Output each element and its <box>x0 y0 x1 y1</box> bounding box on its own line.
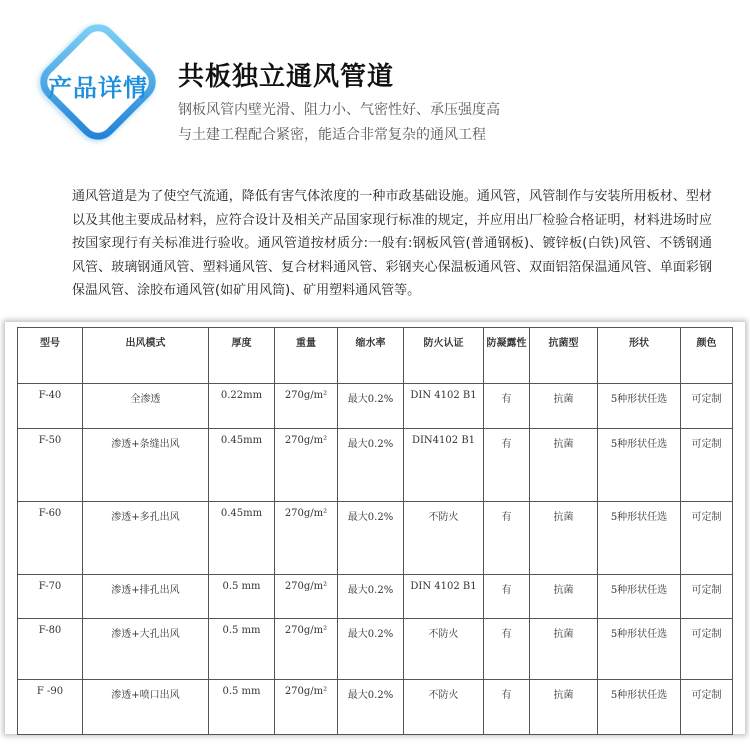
cell-air-mode: 渗透+喷口出风 <box>83 680 209 735</box>
table-row <box>18 502 733 575</box>
cell-antibacterial: 抗菌 <box>530 429 598 502</box>
table-row <box>18 429 733 502</box>
cell-color: 可定制 <box>681 575 733 619</box>
description-paragraph: 通风管道是为了使空气流通，降低有害气体浓度的一种市政基础设施。通风管，风管制作与安装所用板材、型材以及其他主要成品材料，应符合设计及相关产品国家现行标准的规定，并应用出厂检验合格证明，材料进场时应按国家现行有关标准进行验收。通风管道按材质分:一般有:钢板风管(普通钢板)、镀锌板(白铁)风管、不锈钢通风管、玻璃钢通风管、塑料通风管、复合材料通风管、彩钢夹心保温板通风管、双面铝箔保温通风管、单面彩钢保温风管、涂胶布通风管(如矿用风筒)、矿用塑料通风管等。 <box>72 189 712 298</box>
cell-shape: 5种形状任选 <box>598 502 681 575</box>
cell-shrinkage: 最大0.2% <box>338 429 404 502</box>
cell-fire-cert: 不防火 <box>404 619 484 680</box>
cell-thickness: 0.45mm <box>209 429 275 502</box>
cell-antibacterial: 抗菌 <box>530 502 598 575</box>
col-header-air-mode: 出风模式 <box>83 328 209 384</box>
col-header-color: 颜色 <box>681 328 733 384</box>
cell-anti-condensation: 有 <box>484 429 530 502</box>
cell-model: F-80 <box>18 619 83 680</box>
spec-table <box>17 327 733 735</box>
cell-air-mode: 全渗透 <box>83 384 209 429</box>
subtitle-line-2: 与土建工程配合紧密，能适合非常复杂的通风工程 <box>178 127 486 143</box>
cell-thickness: 0.22mm <box>209 384 275 429</box>
table-row <box>18 619 733 680</box>
cell-weight: 270g/m² <box>275 429 338 502</box>
col-header-shape: 形状 <box>598 328 681 384</box>
cell-air-mode: 渗透+多孔出风 <box>83 502 209 575</box>
cell-thickness: 0.5 mm <box>209 619 275 680</box>
subtitle-line-1: 钢板风管内壁光滑、阻力小、气密性好、承压强度高 <box>178 102 500 118</box>
cell-shrinkage: 最大0.2% <box>338 384 404 429</box>
cell-weight: 270g/m² <box>275 384 338 429</box>
cell-color: 可定制 <box>681 502 733 575</box>
spec-table-frame <box>5 322 745 734</box>
page-title: 共板独立通风管道 <box>178 62 395 92</box>
cell-weight: 270g/m² <box>275 575 338 619</box>
cell-model: F -90 <box>18 680 83 735</box>
cell-color: 可定制 <box>681 680 733 735</box>
cell-antibacterial: 抗菌 <box>530 619 598 680</box>
col-header-antibacterial: 抗菌型 <box>530 328 598 384</box>
cell-thickness: 0.5 mm <box>209 680 275 735</box>
cell-anti-condensation: 有 <box>484 384 530 429</box>
cell-shape: 5种形状任选 <box>598 575 681 619</box>
cell-color: 可定制 <box>681 429 733 502</box>
cell-shape: 5种形状任选 <box>598 429 681 502</box>
cell-anti-condensation: 有 <box>484 502 530 575</box>
cell-shape: 5种形状任选 <box>598 384 681 429</box>
cell-fire-cert: DIN 4102 B1 <box>404 575 484 619</box>
cell-shrinkage: 最大0.2% <box>338 680 404 735</box>
cell-anti-condensation: 有 <box>484 619 530 680</box>
cell-shape: 5种形状任选 <box>598 619 681 680</box>
cell-color: 可定制 <box>681 384 733 429</box>
cell-antibacterial: 抗菌 <box>530 384 598 429</box>
cell-fire-cert: DIN 4102 B1 <box>404 384 484 429</box>
cell-shape: 5种形状任选 <box>598 680 681 735</box>
cell-air-mode: 渗透+排孔出风 <box>83 575 209 619</box>
cell-model: F-50 <box>18 429 83 502</box>
cell-fire-cert: 不防火 <box>404 502 484 575</box>
cell-air-mode: 渗透+大孔出风 <box>83 619 209 680</box>
cell-shrinkage: 最大0.2% <box>338 575 404 619</box>
cell-shrinkage: 最大0.2% <box>338 502 404 575</box>
cell-weight: 270g/m² <box>275 502 338 575</box>
table-row <box>18 680 733 735</box>
col-header-model: 型号 <box>18 328 83 384</box>
cell-model: F-40 <box>18 384 83 429</box>
cell-weight: 270g/m² <box>275 619 338 680</box>
col-header-thickness: 厚度 <box>209 328 275 384</box>
cell-fire-cert: DIN4102 B1 <box>404 429 484 502</box>
col-header-shrinkage: 缩水率 <box>338 328 404 384</box>
badge-label: 产品详情 <box>48 74 148 102</box>
product-details-badge <box>28 12 168 152</box>
cell-thickness: 0.5 mm <box>209 575 275 619</box>
cell-antibacterial: 抗菌 <box>530 680 598 735</box>
cell-model: F-60 <box>18 502 83 575</box>
col-header-weight: 重量 <box>275 328 338 384</box>
cell-fire-cert: 不防火 <box>404 680 484 735</box>
cell-air-mode: 渗透+条缝出风 <box>83 429 209 502</box>
table-row <box>18 575 733 619</box>
table-header-row <box>18 328 733 384</box>
cell-anti-condensation: 有 <box>484 575 530 619</box>
table-row <box>18 384 733 429</box>
cell-shrinkage: 最大0.2% <box>338 619 404 680</box>
cell-model: F-70 <box>18 575 83 619</box>
cell-antibacterial: 抗菌 <box>530 575 598 619</box>
col-header-anti-condensation: 防凝露性 <box>484 328 530 384</box>
cell-anti-condensation: 有 <box>484 680 530 735</box>
cell-weight: 270g/m² <box>275 680 338 735</box>
cell-color: 可定制 <box>681 619 733 680</box>
cell-thickness: 0.45mm <box>209 502 275 575</box>
col-header-fire-cert: 防火认证 <box>404 328 484 384</box>
